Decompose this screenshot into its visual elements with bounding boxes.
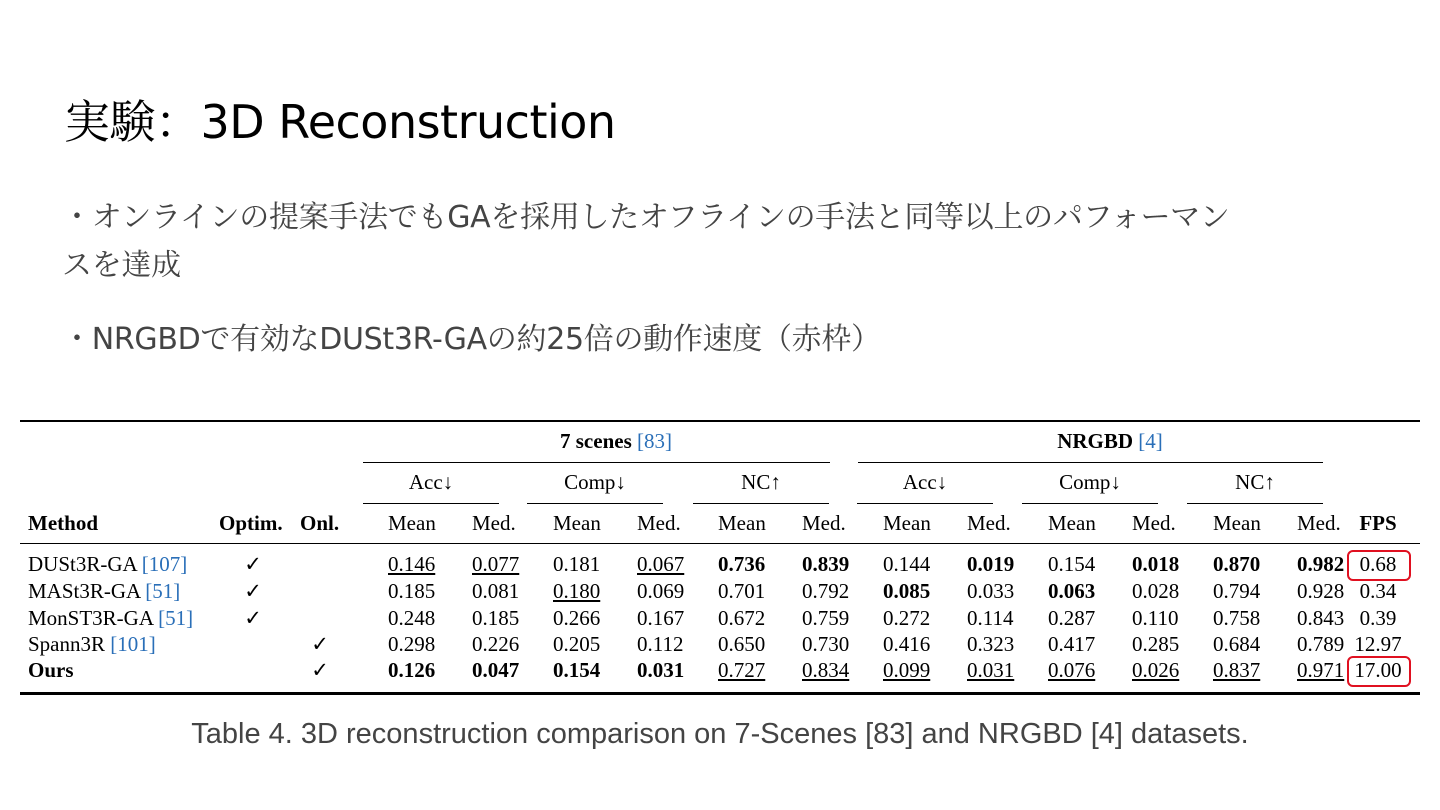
method-name: [28, 552, 187, 577]
method-ref: [51]: [158, 606, 194, 630]
metric-value: 0.181: [553, 552, 601, 576]
metric-value: 0.031: [967, 658, 1015, 682]
metric-value: 0.837: [1213, 658, 1261, 682]
fps-value: 0.34: [1359, 579, 1397, 603]
metric-header: NC↑: [1235, 470, 1275, 494]
metric-value: 0.069: [637, 579, 685, 603]
metric-value: 0.843: [1297, 606, 1345, 630]
column-header-stat: Mean: [883, 511, 931, 535]
metric-value: 0.081: [472, 579, 520, 603]
metric-value: 0.758: [1213, 606, 1261, 630]
metric-rule: [693, 503, 829, 504]
method-name: [28, 632, 156, 657]
group-rule: [363, 462, 830, 463]
group-rule: [858, 462, 1323, 463]
header-divider: [20, 543, 1420, 544]
metric-value: 0.870: [1213, 552, 1261, 576]
metric-rule: [1187, 503, 1323, 504]
metric-value: 0.019: [967, 552, 1015, 576]
metric-value: 0.417: [1048, 632, 1096, 656]
method-ref: [107]: [141, 552, 188, 576]
metric-value: 0.982: [1297, 552, 1345, 576]
method-label: Ours: [28, 658, 74, 682]
metric-value: 0.185: [388, 579, 436, 603]
column-header-stat: Mean: [1048, 511, 1096, 535]
metric-value: 0.730: [802, 632, 850, 656]
metric-value: 0.077: [472, 552, 520, 576]
metric-value: 0.928: [1297, 579, 1345, 603]
metric-value: 0.789: [1297, 632, 1345, 656]
column-header-stat: Med.: [967, 511, 1011, 535]
metric-value: 0.185: [472, 606, 520, 630]
metric-rule: [527, 503, 663, 504]
group-ref: [4]: [1138, 429, 1163, 453]
metric-value: 0.298: [388, 632, 436, 656]
metric-value: 0.205: [553, 632, 601, 656]
method-ref: [51]: [145, 579, 181, 603]
column-header-stat: Med.: [637, 511, 681, 535]
metric-value: 0.031: [637, 658, 685, 682]
metric-header: NC↑: [741, 470, 781, 494]
fps-value: 0.68: [1359, 552, 1397, 576]
metric-value: 0.794: [1213, 579, 1261, 603]
metric-value: 0.416: [883, 632, 931, 656]
metric-value: 0.266: [553, 606, 601, 630]
metric-value: 0.018: [1132, 552, 1180, 576]
method-label: MASt3R-GA: [28, 579, 146, 603]
slide-title: 実験：3D Reconstruction: [64, 95, 616, 149]
column-header-stat: Med.: [472, 511, 516, 535]
metric-value: 0.248: [388, 606, 436, 630]
column-header-stat: Med.: [802, 511, 846, 535]
column-header-stat: Med.: [1297, 511, 1341, 535]
group-ref: [83]: [637, 429, 672, 453]
column-header-stat: Mean: [1213, 511, 1261, 535]
metric-value: 0.701: [718, 579, 766, 603]
metric-value: 0.180: [553, 579, 601, 603]
metric-value: 0.167: [637, 606, 685, 630]
method-name: [28, 606, 193, 631]
metric-value: 0.067: [637, 552, 685, 576]
group-name: 7 scenes: [560, 429, 637, 453]
results-table: [20, 420, 1420, 695]
method-label: MonST3R-GA: [28, 606, 159, 630]
onl-check: ✓: [311, 658, 329, 682]
metric-header: Acc↓: [902, 470, 948, 494]
column-header-optim: Optim.: [219, 511, 283, 535]
column-header-stat: Mean: [718, 511, 766, 535]
optim-check: ✓: [244, 552, 262, 576]
column-header-method: Method: [28, 511, 98, 535]
metric-header: Acc↓: [408, 470, 454, 494]
fps-value: 0.39: [1359, 606, 1397, 630]
bullet-speed: ・NRGBDで有効なDUSt3R-GAの約25倍の動作速度（赤枠）: [62, 322, 881, 357]
metric-value: 0.971: [1297, 658, 1345, 682]
metric-value: 0.226: [472, 632, 520, 656]
method-label: Spann3R: [28, 632, 111, 656]
metric-value: 0.126: [388, 658, 436, 682]
bullet-performance: ・オンラインの提案手法でもGAを採用したオフラインの手法と同等以上のパフォーマンスを達成: [62, 200, 1230, 283]
group-name: NRGBD: [1057, 429, 1139, 453]
metric-value: 0.684: [1213, 632, 1261, 656]
metric-value: 0.285: [1132, 632, 1180, 656]
metric-value: 0.154: [1048, 552, 1096, 576]
method-label: DUSt3R-GA: [28, 552, 142, 576]
metric-value: 0.110: [1132, 606, 1179, 630]
fps-value: 12.97: [1354, 632, 1402, 656]
metric-value: 0.834: [802, 658, 850, 682]
metric-value: 0.672: [718, 606, 766, 630]
metric-value: 0.099: [883, 658, 931, 682]
metric-value: 0.727: [718, 658, 766, 682]
metric-value: 0.033: [967, 579, 1015, 603]
optim-check: ✓: [244, 579, 262, 603]
group-header: [1057, 429, 1163, 454]
metric-value: 0.839: [802, 552, 850, 576]
metric-rule: [857, 503, 993, 504]
metric-value: 0.650: [718, 632, 766, 656]
metric-value: 0.085: [883, 579, 931, 603]
method-ref: [101]: [110, 632, 156, 656]
metric-value: 0.063: [1048, 579, 1096, 603]
optim-check: ✓: [244, 606, 262, 630]
metric-value: 0.026: [1132, 658, 1180, 682]
metric-value: 0.272: [883, 606, 931, 630]
metric-value: 0.112: [637, 632, 684, 656]
metric-value: 0.736: [718, 552, 766, 576]
metric-value: 0.287: [1048, 606, 1096, 630]
column-header-stat: Mean: [553, 511, 601, 535]
metric-value: 0.759: [802, 606, 850, 630]
group-header: [560, 429, 672, 454]
metric-header: Comp↓: [1059, 470, 1121, 494]
fps-value: 17.00: [1354, 658, 1402, 682]
metric-value: 0.076: [1048, 658, 1096, 682]
table-caption: Table 4. 3D reconstruction comparison on 7-Scenes [83] and NRGBD [4] datasets.: [191, 718, 1249, 750]
metric-value: 0.323: [967, 632, 1015, 656]
column-header-stat: Med.: [1132, 511, 1176, 535]
metric-value: 0.047: [472, 658, 520, 682]
metric-value: 0.114: [967, 606, 1014, 630]
metric-value: 0.146: [388, 552, 436, 576]
onl-check: ✓: [311, 632, 329, 656]
fps-highlight-box: [1347, 550, 1411, 581]
metric-value: 0.144: [883, 552, 931, 576]
fps-highlight-box: [1347, 656, 1411, 687]
column-header-stat: Mean: [388, 511, 436, 535]
metric-value: 0.792: [802, 579, 850, 603]
metric-value: 0.154: [553, 658, 601, 682]
metric-rule: [1022, 503, 1158, 504]
method-name: [28, 579, 180, 604]
metric-header: Comp↓: [564, 470, 626, 494]
method-name: [28, 658, 74, 683]
column-header-fps: FPS: [1359, 511, 1397, 535]
metric-rule: [363, 503, 499, 504]
metric-value: 0.028: [1132, 579, 1180, 603]
column-header-onl: Onl.: [300, 511, 340, 535]
